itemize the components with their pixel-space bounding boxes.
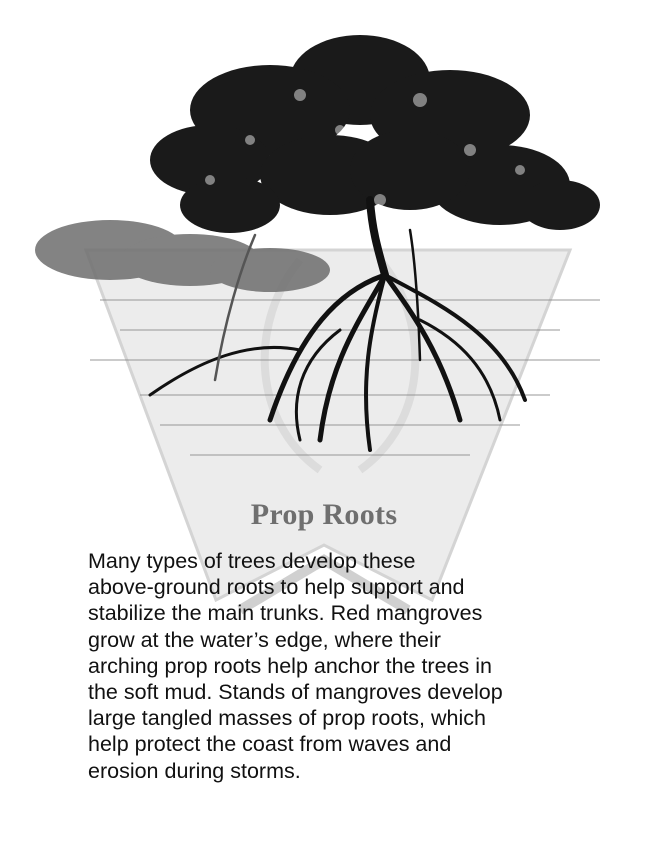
body-line: stabilize the main trunks. Red mangroves	[88, 601, 483, 626]
body-line: arching prop roots help anchor the trees in	[88, 653, 492, 678]
body-line: above-ground roots to help support and	[88, 575, 465, 600]
body-line: help protect the coast from waves and	[88, 732, 452, 757]
body-line: large tangled masses of prop roots, which	[88, 706, 486, 731]
sign-title: Prop Roots	[250, 498, 398, 531]
body-line: the soft mud. Stands of mangroves develop	[88, 680, 503, 705]
body-line: grow at the water’s edge, where their	[88, 627, 441, 652]
body-line: Many types of trees develop these	[88, 549, 416, 573]
sign-body-text	[88, 548, 578, 784]
body-line: erosion during storms.	[88, 758, 301, 783]
